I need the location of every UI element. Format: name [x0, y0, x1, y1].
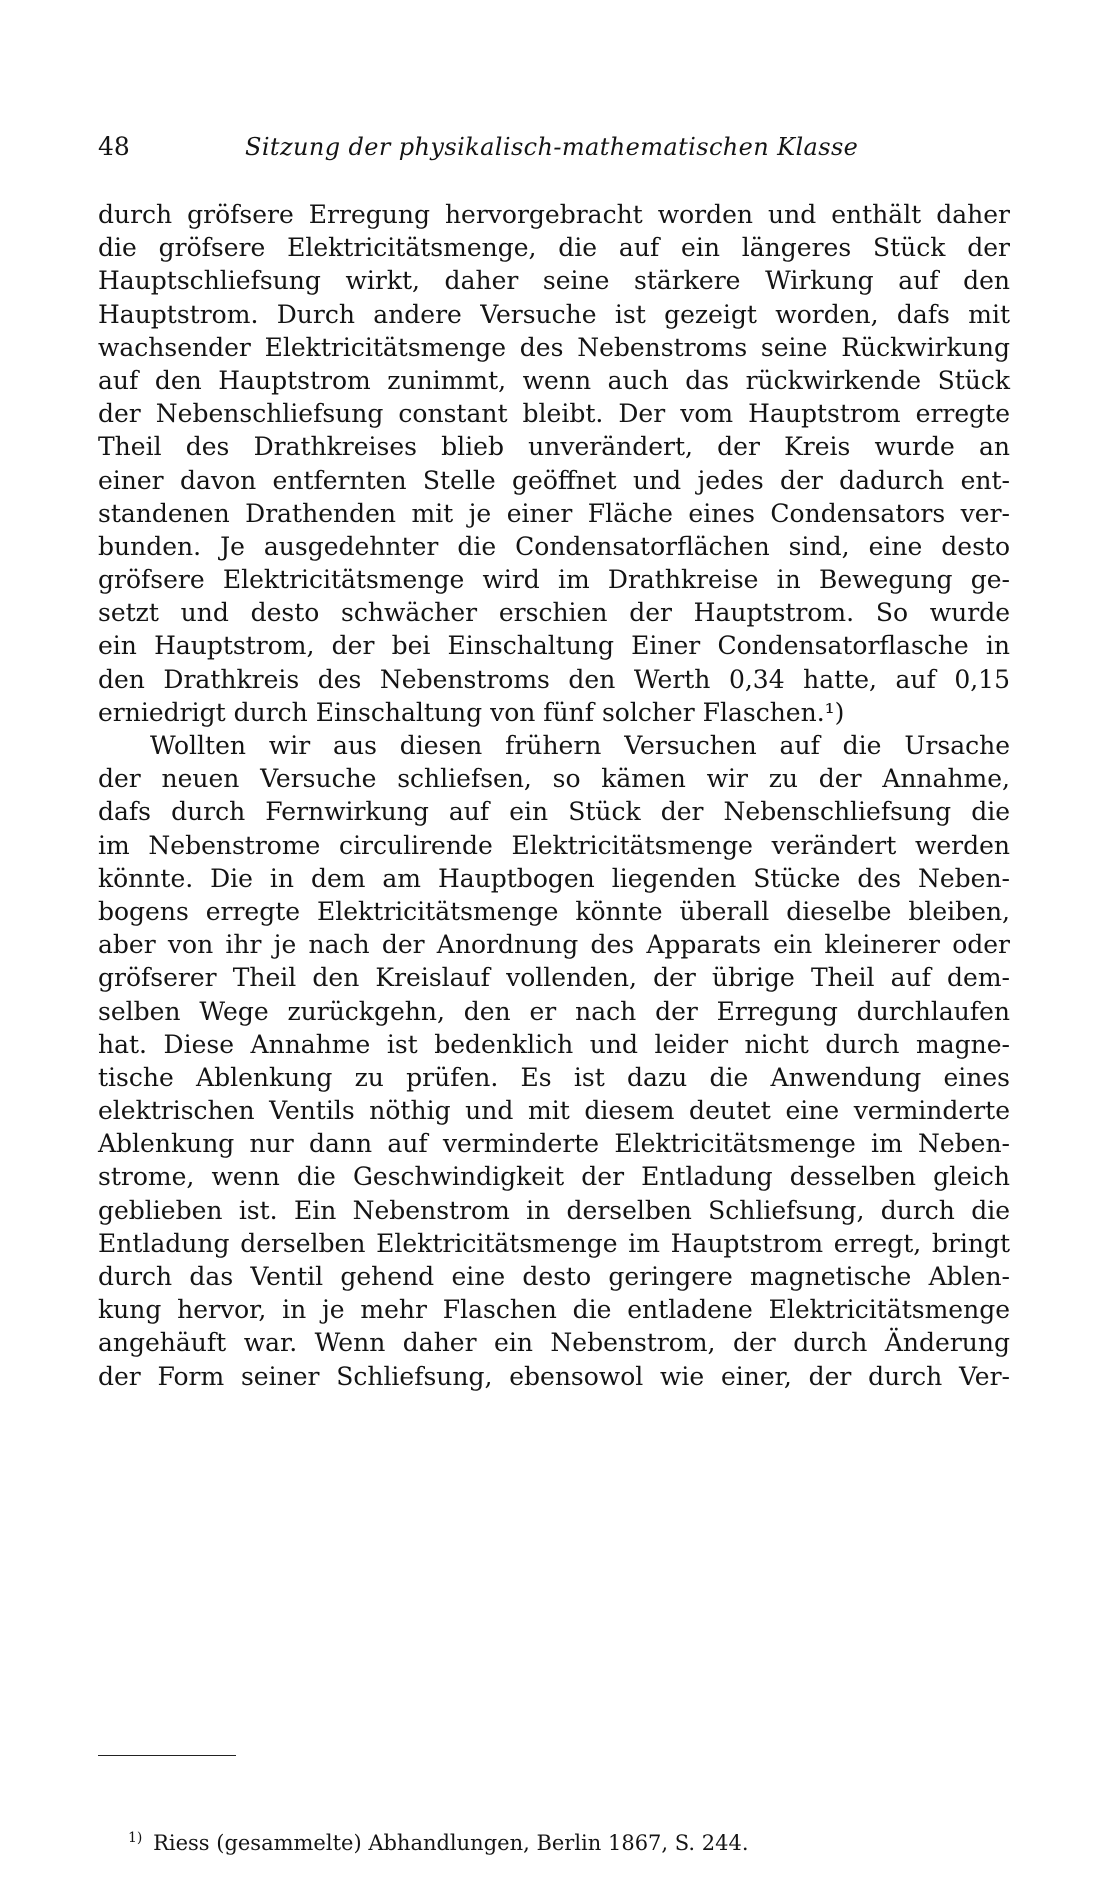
footnote [128, 1823, 749, 1858]
text-line: setzt und desto schwächer erschien der Hauptstrom. So wurde [98, 598, 1010, 628]
text-line: bogens erregte Elektricitätsmenge könnte überall dieselbe bleiben, [98, 896, 1010, 926]
text-line: könnte. Die in dem am Hauptbogen liegenden Stücke des Neben- [98, 863, 1010, 893]
text-line: bunden. Je ausgedehnter die Condensatorflächen sind, eine desto [98, 531, 1010, 561]
text-line: der Nebenschliefsung constant bleibt. Der vom Hauptstrom erregte [98, 399, 1010, 429]
text-line: strome, wenn die Geschwindigkeit der Entladung desselben gleich [98, 1162, 1010, 1192]
text-line: tische Ablenkung zu prüfen. Es ist dazu die Anwendung eines [98, 1062, 1010, 1092]
text-line: wachsender Elektricitätsmenge des Nebenstroms seine Rückwirkung [98, 332, 1010, 362]
footnote-text: Riess (gesammelte) Abhandlungen, Berlin 1867, S. 244. [153, 1831, 749, 1855]
text-line: elektrischen Ventils nöthig und mit diesem deutet eine verminderte [98, 1096, 1010, 1126]
text-line: auf den Hauptstrom zunimmt, wenn auch das rückwirkende Stück [98, 365, 1010, 395]
running-head [98, 127, 1010, 167]
text-line: gröfsere Elektricitätsmenge wird im Drathkreise in Bewegung ge- [98, 565, 1010, 595]
text-line: durch das Ventil gehend eine desto geringere magnetische Ablen- [98, 1262, 1010, 1291]
text-line: kung hervor, in je mehr Flaschen die entladene Elektricitätsmenge [98, 1295, 1010, 1325]
text-line: aber von ihr je nach der Anordnung des Apparats ein kleinerer oder [98, 930, 1010, 960]
text-line: den Drathkreis des Nebenstroms den Werth 0,34 hatte, auf 0,15 [98, 664, 1010, 694]
text-line: dafs durch Fernwirkung auf ein Stück der Nebenschliefsung die [98, 797, 1010, 827]
text-line: im Nebenstrome circulirende Elektricitätsmenge verändert werden [98, 830, 1010, 860]
text-line: Theil des Drathkreises blieb unverändert, der Kreis wurde an [98, 432, 1010, 462]
text-line: standenen Drathenden mit je einer Fläche eines Condensators ver- [98, 498, 1010, 528]
body-text [98, 198, 1010, 1393]
text-line: selben Wege zurückgehn, den er nach der Erregung durchlaufen [98, 996, 1010, 1026]
text-line: gröfserer Theil den Kreislauf vollenden, der übrige Theil auf dem- [98, 963, 1010, 993]
text-line: hat. Diese Annahme ist bedenklich und leider nicht durch magne- [98, 1029, 1010, 1059]
text-line: der Form seiner Schliefsung, ebensowol wie einer, der durch Ver- [98, 1361, 1010, 1391]
text-line: erniedrigt durch Einschaltung von fünf solcher Flaschen.¹) [98, 697, 845, 727]
text-line: Entladung derselben Elektricitätsmenge im Hauptstrom erregt, bringt [98, 1228, 1010, 1258]
footnote-divider [98, 1755, 236, 1756]
text-line: Hauptstrom. Durch andere Versuche ist gezeigt worden, dafs mit [98, 299, 1010, 329]
footnote-marker: 1) [128, 1830, 143, 1846]
text-line: ein Hauptstrom, der bei Einschaltung Einer Condensatorflasche in [98, 631, 1010, 661]
text-line: geblieben ist. Ein Nebenstrom in derselben Schliefsung, durch die [98, 1195, 1010, 1225]
text-line: durch gröfsere Erregung hervorgebracht worden und enthält daher [98, 200, 1010, 229]
page-number: 48 [98, 132, 130, 161]
running-head-title: Sitzung der physikalisch-mathematischen Klasse [245, 133, 859, 161]
text-line: der neuen Versuche schliefsen, so kämen wir zu der Annahme, [98, 764, 1010, 794]
text-line: Wollten wir aus diesen frühern Versuchen auf die Ursache [150, 731, 1010, 760]
text-line: Hauptschliefsung wirkt, daher seine stärkere Wirkung auf den [98, 266, 1010, 296]
text-line: Ablenkung nur dann auf verminderte Elektricitätsmenge im Neben- [98, 1129, 1010, 1159]
text-line: angehäuft war. Wenn daher ein Nebenstrom, der durch Änderung [98, 1328, 1010, 1358]
text-line: die gröfsere Elektricitätsmenge, die auf ein längeres Stück der [98, 233, 1010, 263]
text-line: einer davon entfernten Stelle geöffnet und jedes der dadurch ent- [98, 465, 1010, 495]
